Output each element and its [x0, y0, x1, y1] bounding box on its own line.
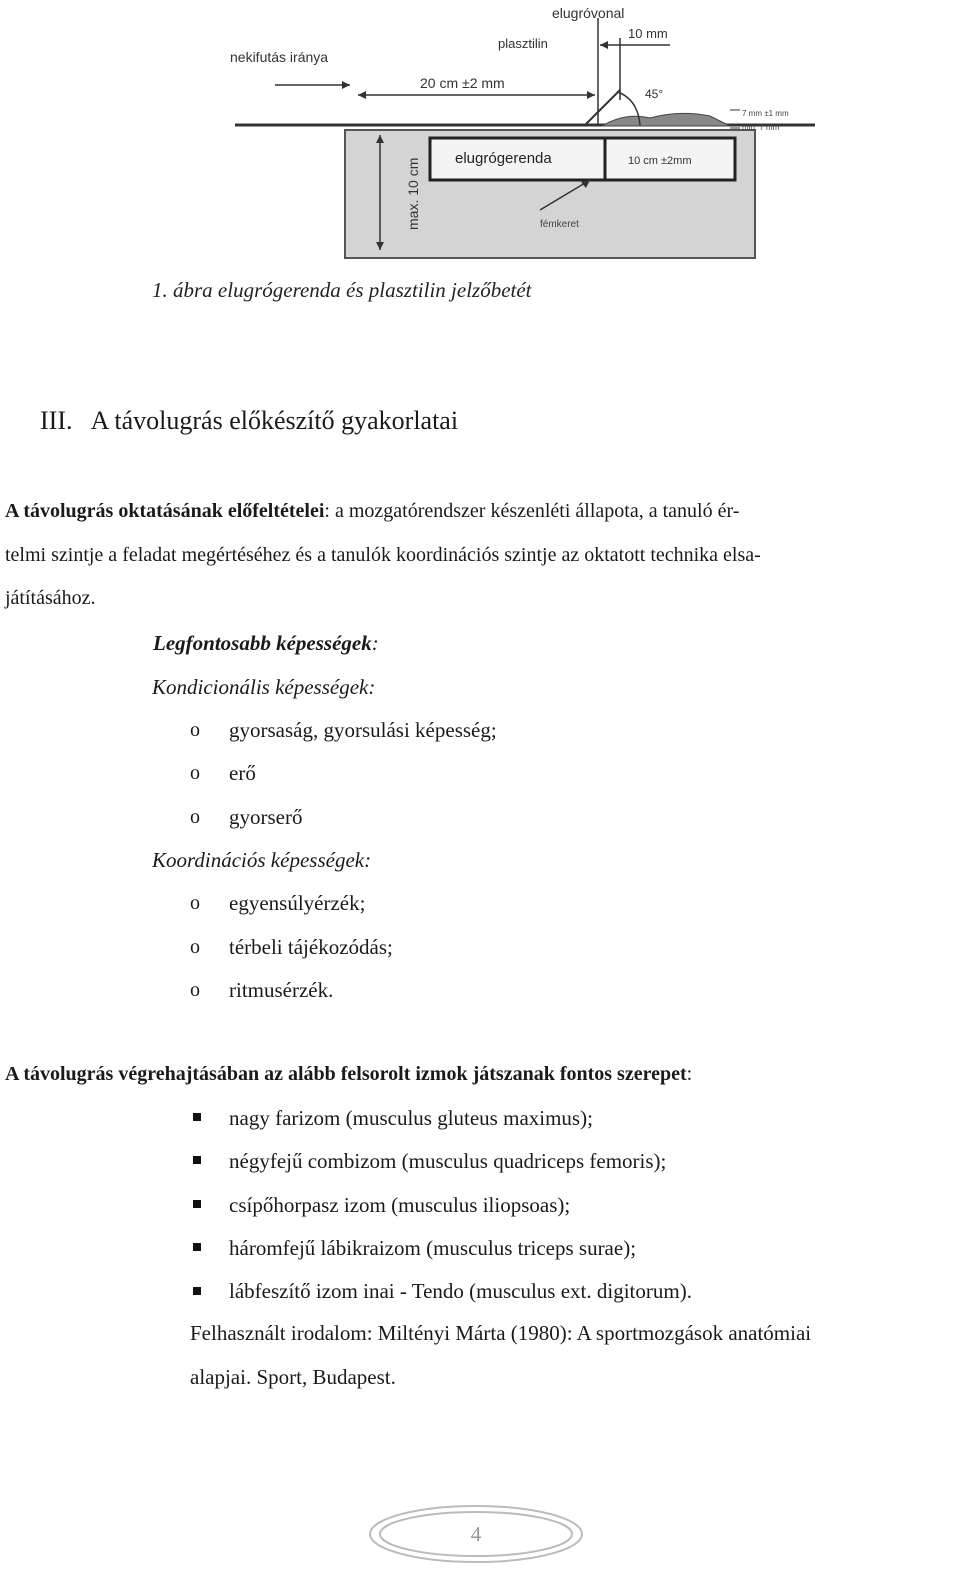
list-item: gyorserő	[229, 805, 303, 829]
list-item: térbeli tájékozódás;	[229, 935, 393, 959]
figure-caption: 1. ábra elugrógerenda és plasztilin jelzőbetét	[152, 278, 532, 302]
reference-line-2: alapjai. Sport, Budapest.	[190, 1364, 396, 1389]
list-marker: o	[190, 936, 200, 958]
dim-b-label: min. 7 mm	[742, 123, 780, 132]
run-direction-label: nekifutás iránya	[230, 49, 329, 65]
intro-paragraph	[5, 490, 950, 621]
coordination-title: Koordinációs képességek:	[152, 848, 372, 872]
bullet-square	[193, 1243, 201, 1251]
frame-label: fémkeret	[540, 219, 579, 230]
page-number-badge	[366, 1502, 586, 1566]
intro-line-2: telmi szintje a feladat megértéséhez és a tanulók koordinációs szintje az oktatott technika elsa-	[5, 543, 761, 566]
list-item: egyensúlyérzék;	[229, 891, 366, 915]
list-item: erő	[229, 761, 256, 785]
section-number: III.	[40, 406, 73, 435]
muscle-item: háromfejű lábikraizom (musculus triceps surae);	[229, 1236, 637, 1260]
list-marker: o	[190, 719, 200, 741]
plasticine-label: plasztilin	[498, 36, 548, 51]
takeoff-line-label: elugróvonal	[552, 5, 625, 21]
muscle-item: négyfejű combizom (musculus quadriceps femoris);	[229, 1149, 667, 1173]
muscle-item: nagy farizom (musculus gluteus maximus);	[229, 1106, 593, 1130]
muscle-item: lábfeszítő izom inai - Tendo (musculus ext. digitorum).	[229, 1279, 692, 1303]
reference	[190, 1312, 950, 1399]
bullet-square	[193, 1200, 201, 1208]
abilities-title: Legfontosabb képességek:	[153, 631, 379, 655]
dist-20cm-label: 20 cm ±2 mm	[420, 75, 505, 91]
intro-line-3: játításához.	[5, 587, 96, 609]
plasticine-layer	[602, 113, 730, 126]
list-item: ritmusérzék.	[229, 978, 334, 1002]
bullet-square	[193, 1156, 201, 1164]
section-title: A távolugrás előkészítő gyakorlatai	[90, 406, 459, 435]
depth-label: max. 10 cm	[405, 157, 421, 230]
beam-width-label: 10 cm ±2mm	[628, 155, 692, 167]
dist-10mm-label: 10 mm	[628, 26, 668, 41]
list-marker: o	[190, 806, 200, 828]
conditional-title: Kondicionális képességek:	[152, 675, 376, 699]
muscle-item: csípőhorpasz izom (musculus iliopsoas);	[229, 1193, 571, 1217]
list-item: gyorsaság, gyorsulási képesség;	[229, 718, 497, 742]
bullet-square	[193, 1287, 201, 1295]
beam-label: elugrógerenda	[455, 150, 552, 167]
reference-line-1: Felhasznált irodalom: Miltényi Márta (1980): A sportmozgások anatómiai	[190, 1321, 812, 1345]
angle-label: 45°	[645, 87, 664, 101]
section-heading	[40, 406, 458, 436]
bullet-square	[193, 1113, 201, 1121]
muscles-intro: A távolugrás végrehajtásában az alább felsorolt izmok játszanak fontos szerepet:	[5, 1063, 693, 1085]
intro-rest: : a mozgatórendszer készenléti állapota, a tanuló ér-	[324, 500, 740, 522]
intro-bold: A távolugrás oktatásának előfeltételei	[5, 500, 325, 522]
list-marker: o	[190, 979, 200, 1001]
list-marker: o	[190, 762, 200, 784]
dim-a-label: 7 mm ±1 mm	[742, 109, 789, 118]
takeoff-board-diagram	[230, 0, 820, 265]
list-marker: o	[190, 892, 200, 914]
page-number: 4	[470, 1522, 482, 1546]
